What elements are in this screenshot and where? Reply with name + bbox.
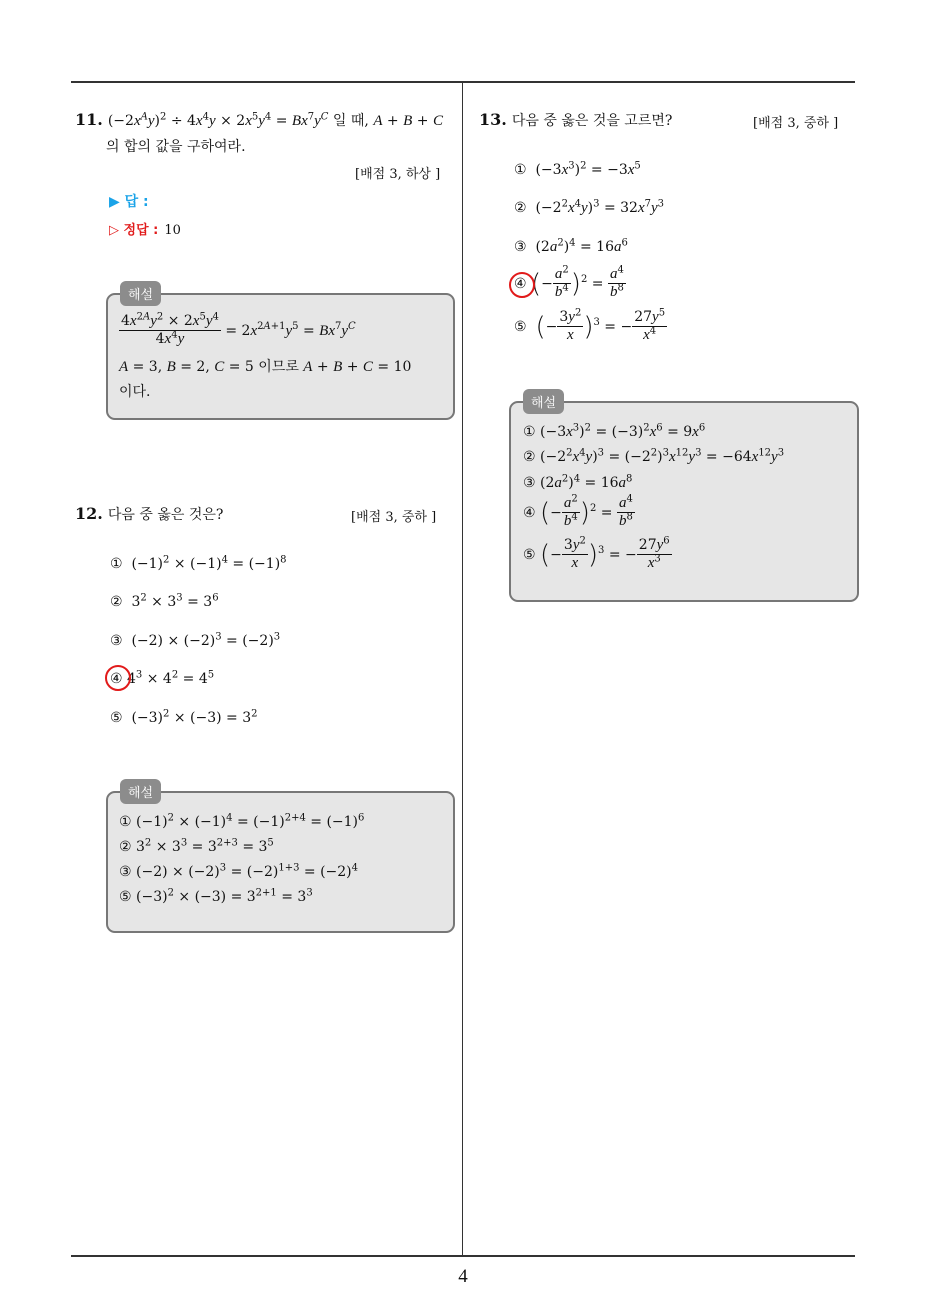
q13-expl-line5: ⑤ (− $\frac{3y^2}{x}$ )$^3$ = − $\frac{27y^6}{x^3}$ [523, 535, 670, 572]
q13-explanation-box [509, 396, 859, 602]
q13-expl-line3: ③ $(2a^2)^4 = 16a^8$ [523, 473, 633, 491]
q12-option-5[interactable]: ⑤ $(-3)^2 \times (-3) = 3^2$ [110, 708, 258, 726]
q12-explanation-tag: 해설 [120, 779, 161, 804]
q11-correct-answer [109, 219, 181, 238]
q13-explanation-tag: 해설 [523, 389, 564, 414]
q11-correct-label: ▷ 정답 : [109, 223, 159, 238]
q13-option-3[interactable]: ③ $(2a^2)^4 = 16a^6$ [514, 237, 628, 255]
q13-expl-line2: ② $(-2^2x^4y)^3 = (-2^2)^3x^{12}y^3 = -64x^{12}y^3$ [523, 447, 785, 465]
q12-text: 다음 중 옳은 것은? [107, 507, 224, 523]
q11-number: 11. [75, 110, 103, 129]
q13-score: [배점 3, 중하 ] [753, 116, 839, 131]
q12-option-4[interactable]: ④ $4^3 \times 4^2 = 4^5$ [110, 669, 215, 687]
column-divider [462, 83, 463, 1257]
q13-number: 13. [479, 110, 507, 129]
q11-expl-line2: A = 3, B = 2, C = 5 이므로 A + B + C = 10 [119, 359, 412, 375]
q13-text: 다음 중 옳은 것을 고르면? [511, 113, 673, 129]
q12-expl-line4: ⑤ $(-3)^2 \times (-3) = 3^{2+1} = 3^3$ [119, 887, 313, 905]
q12-explanation-box [106, 786, 455, 933]
q12-header [75, 504, 223, 524]
q11-score: [배점 3, 하상 ] [355, 167, 441, 182]
q11-expl-line3: 이다. [119, 384, 151, 400]
q12-option-1[interactable]: ① $(-1)^2 \times (-1)^4 = (-1)^8$ [110, 554, 287, 572]
q13-expl-line4: ④ (− $\frac{a^2}{b^4}$ )$^2$ = $\frac{a^4}{b^8}$ [523, 493, 633, 530]
bottom-rule [71, 1255, 855, 1257]
q13-option-5[interactable]: ⑤ (− $\frac{3y^2}{x}$ )$^3$ = − $\frac{27y^5}{x^4}$ [514, 307, 666, 344]
q11-line1 [75, 110, 443, 130]
q12-score: [배점 3, 중하 ] [351, 510, 437, 525]
q12-number: 12. [75, 504, 103, 523]
q11-answer-label: ▶ 답 : [109, 194, 149, 210]
q11-explanation-tag: 해설 [120, 281, 161, 306]
q12-expl-line2: ② $3^2 \times 3^3 = 3^{2+3} = 3^5$ [119, 837, 274, 855]
q11-correct-value: 10 [164, 223, 181, 238]
q12-answer-circle [105, 665, 131, 691]
q13-option-2[interactable]: ② $(-2^2x^4y)^3 = 32x^7y^3$ [514, 198, 665, 216]
top-rule [71, 81, 855, 83]
q13-expl-line1: ① $(-3x^3)^2 = (-3)^2x^6 = 9x^6$ [523, 422, 706, 440]
q11-line2: 의 합의 값을 구하여라. [106, 139, 246, 155]
q11-expl-line1: $\frac{4x^{2A}y^2 \times 2x^5y^4}{4x^4y}$ = $2x^{2A+1}y^5 = Bx^7y^C$ [121, 311, 356, 348]
q13-option-4[interactable]: ④ (− $\frac{a^2}{b^4}$ )$^2$ = $\frac{a^4}{b^8}$ [514, 264, 624, 301]
q13-header [479, 110, 672, 130]
q13-answer-circle [509, 272, 535, 298]
q12-expl-line3: ③ $(-2) \times (-2)^3 = (-2)^{1+3} = (-2)^4$ [119, 862, 359, 880]
q11-explanation-box [106, 288, 455, 420]
q11-equation: $(-2x^Ay)^2 \div 4x^4y \times 2x^5y^4 = Bx^7y^C$ 일 때, A + B + C [107, 111, 443, 129]
q12-option-2[interactable]: ② $3^2 \times 3^3 = 3^6$ [110, 592, 219, 610]
q13-option-1[interactable]: ① $(-3x^3)^2 = -3x^5$ [514, 160, 641, 178]
page-number: 4 [458, 1266, 468, 1287]
q12-option-3[interactable]: ③ $(-2) \times (-2)^3 = (-2)^3$ [110, 631, 281, 649]
q12-expl-line1: ① $(-1)^2 \times (-1)^4 = (-1)^{2+4} = (-1)^6$ [119, 812, 365, 830]
